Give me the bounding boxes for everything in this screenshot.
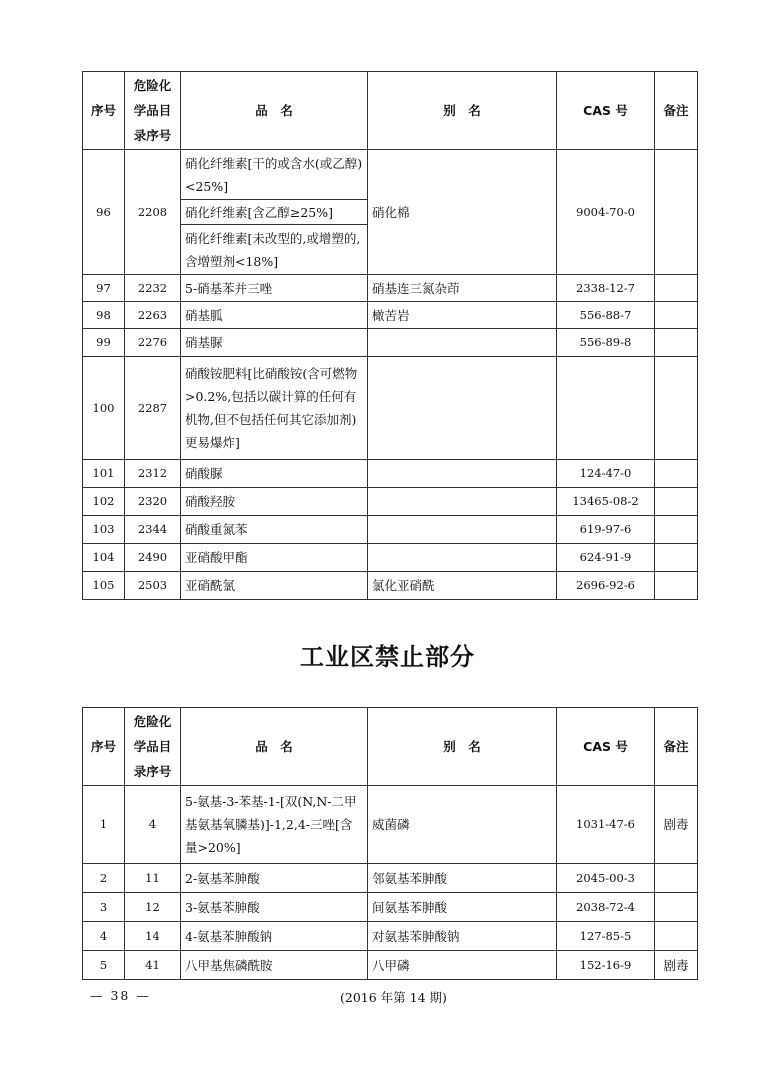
cell-name: 硝酸脲 [181, 460, 368, 488]
cell-alias [368, 460, 557, 488]
cell-alias [368, 329, 557, 357]
cell-note [655, 488, 698, 516]
table-row [83, 893, 698, 922]
cell-catalog: 11 [125, 864, 181, 893]
cell-seq: 96 [83, 150, 125, 275]
issue-label: (2016 年第 14 期) [340, 990, 447, 1005]
cell-seq: 4 [83, 922, 125, 951]
cell-cas: 2696-92-6 [557, 572, 655, 600]
cell-cas: 13465-08-2 [557, 488, 655, 516]
cell-seq: 103 [83, 516, 125, 544]
table-row [83, 516, 698, 544]
cell-catalog: 2208 [125, 150, 181, 275]
header-catalog-line-2: 学品目 [133, 739, 172, 754]
cell-seq: 101 [83, 460, 125, 488]
cell-alias [368, 488, 557, 516]
cell-alias: 硝化棉 [368, 150, 557, 275]
cell-cas: 556-88-7 [557, 302, 655, 329]
cell-cas: 124-47-0 [557, 460, 655, 488]
cell-cas: 624-91-9 [557, 544, 655, 572]
header-alias: 别 名 [368, 72, 557, 150]
cell-catalog: 4 [125, 786, 181, 864]
cell-alias: 橄苦岩 [368, 302, 557, 329]
section-title: 工业区禁止部分 [300, 643, 475, 671]
cell-cas: 2045-00-3 [557, 864, 655, 893]
header-catalog-line-3: 录序号 [133, 128, 172, 143]
table-row [83, 275, 698, 302]
cell-seq: 1 [83, 786, 125, 864]
cell-seq: 5 [83, 951, 125, 980]
table-row [83, 951, 698, 980]
cell-name: 硝酸重氮苯 [181, 516, 368, 544]
cell-name: 八甲基焦磷酰胺 [181, 951, 368, 980]
cell-alias [368, 516, 557, 544]
cell-note [655, 357, 698, 460]
cell-catalog: 14 [125, 922, 181, 951]
cell-seq: 97 [83, 275, 125, 302]
table-row [83, 460, 698, 488]
cell-catalog: 41 [125, 951, 181, 980]
cell-name: 硝化纤维素[干的或含水(或乙醇)<25%] [181, 150, 368, 200]
header-catalog-line-3: 录序号 [133, 764, 172, 779]
header-catalog-line-1: 危险化 [133, 714, 172, 729]
cell-alias [368, 544, 557, 572]
cell-seq: 102 [83, 488, 125, 516]
cell-seq: 98 [83, 302, 125, 329]
header-seq: 序号 [83, 708, 125, 786]
table-row [83, 922, 698, 951]
cell-cas: 556-89-8 [557, 329, 655, 357]
cell-name: 硝基脲 [181, 329, 368, 357]
cell-note: 剧毒 [655, 951, 698, 980]
cell-name: 硝酸羟胺 [181, 488, 368, 516]
table-row [83, 329, 698, 357]
hazard-table-top [82, 71, 698, 600]
cell-alias: 邻氨基苯胂酸 [368, 864, 557, 893]
cell-cas: 127-85-5 [557, 922, 655, 951]
table-row [83, 488, 698, 516]
cell-name: 3-氨基苯胂酸 [181, 893, 368, 922]
table-row [83, 544, 698, 572]
table-row [83, 357, 698, 460]
cell-catalog: 2276 [125, 329, 181, 357]
hazard-table-industrial [82, 707, 698, 980]
cell-alias: 八甲磷 [368, 951, 557, 980]
cell-cas: 2338-12-7 [557, 275, 655, 302]
cell-note [655, 275, 698, 302]
table-row [83, 864, 698, 893]
cell-note [655, 460, 698, 488]
cell-name: 硝酸铵肥料[比硝酸铵(含可燃物>0.2%,包括以碳计算的任何有机物,但不包括任何其它添加剂)更易爆炸] [181, 357, 368, 460]
table-row [83, 302, 698, 329]
cell-note [655, 302, 698, 329]
header-seq: 序号 [83, 72, 125, 150]
header-catalog-line-1: 危险化 [133, 78, 172, 93]
header-catalog-number [125, 708, 181, 786]
cell-alias: 对氨基苯胂酸钠 [368, 922, 557, 951]
cell-alias: 氯化亚硝酰 [368, 572, 557, 600]
cell-seq: 105 [83, 572, 125, 600]
table-row [83, 786, 698, 864]
cell-seq: 2 [83, 864, 125, 893]
table-row [83, 572, 698, 600]
cell-cas: 152-16-9 [557, 951, 655, 980]
cell-note [655, 329, 698, 357]
cell-catalog: 2320 [125, 488, 181, 516]
cell-alias: 硝基连三氮杂茚 [368, 275, 557, 302]
header-name: 品 名 [181, 708, 368, 786]
cell-cas: 2038-72-4 [557, 893, 655, 922]
cell-note [655, 864, 698, 893]
page-number: — 38 — [90, 988, 151, 1003]
cell-alias [368, 357, 557, 460]
header-catalog-number [125, 72, 181, 150]
cell-note [655, 922, 698, 951]
cell-catalog: 2490 [125, 544, 181, 572]
cell-catalog: 12 [125, 893, 181, 922]
cell-name: 5-硝基苯并三唑 [181, 275, 368, 302]
header-note: 备注 [655, 72, 698, 150]
cell-note [655, 544, 698, 572]
table-row [83, 150, 698, 200]
header-note: 备注 [655, 708, 698, 786]
header-cas: CAS 号 [557, 72, 655, 150]
header-catalog-line-2: 学品目 [133, 103, 172, 118]
header-cas: CAS 号 [557, 708, 655, 786]
cell-catalog: 2263 [125, 302, 181, 329]
cell-name: 硝化纤维素[含乙醇≥25%] [181, 200, 368, 225]
cell-catalog: 2312 [125, 460, 181, 488]
cell-alias: 威菌磷 [368, 786, 557, 864]
cell-note [655, 893, 698, 922]
cell-catalog: 2232 [125, 275, 181, 302]
cell-cas: 619-97-6 [557, 516, 655, 544]
header-alias: 别 名 [368, 708, 557, 786]
cell-note [655, 572, 698, 600]
cell-seq: 99 [83, 329, 125, 357]
cell-note: 剧毒 [655, 786, 698, 864]
cell-catalog: 2344 [125, 516, 181, 544]
cell-cas [557, 357, 655, 460]
cell-name: 2-氨基苯胂酸 [181, 864, 368, 893]
cell-cas: 1031-47-6 [557, 786, 655, 864]
cell-catalog: 2287 [125, 357, 181, 460]
cell-note [655, 150, 698, 275]
cell-note [655, 516, 698, 544]
cell-name: 亚硝酰氯 [181, 572, 368, 600]
cell-name: 4-氨基苯胂酸钠 [181, 922, 368, 951]
cell-seq: 3 [83, 893, 125, 922]
cell-alias: 间氨基苯胂酸 [368, 893, 557, 922]
cell-cas: 9004-70-0 [557, 150, 655, 275]
cell-name: 亚硝酸甲酯 [181, 544, 368, 572]
cell-seq: 104 [83, 544, 125, 572]
cell-name: 5-氨基-3-苯基-1-[双(N,N-二甲基氨基氧膦基)]-1,2,4-三唑[含量>20%] [181, 786, 368, 864]
cell-seq: 100 [83, 357, 125, 460]
cell-name: 硝基胍 [181, 302, 368, 329]
header-name: 品 名 [181, 72, 368, 150]
cell-name: 硝化纤维素[未改型的,或增塑的,含增塑剂<18%] [181, 225, 368, 275]
cell-catalog: 2503 [125, 572, 181, 600]
